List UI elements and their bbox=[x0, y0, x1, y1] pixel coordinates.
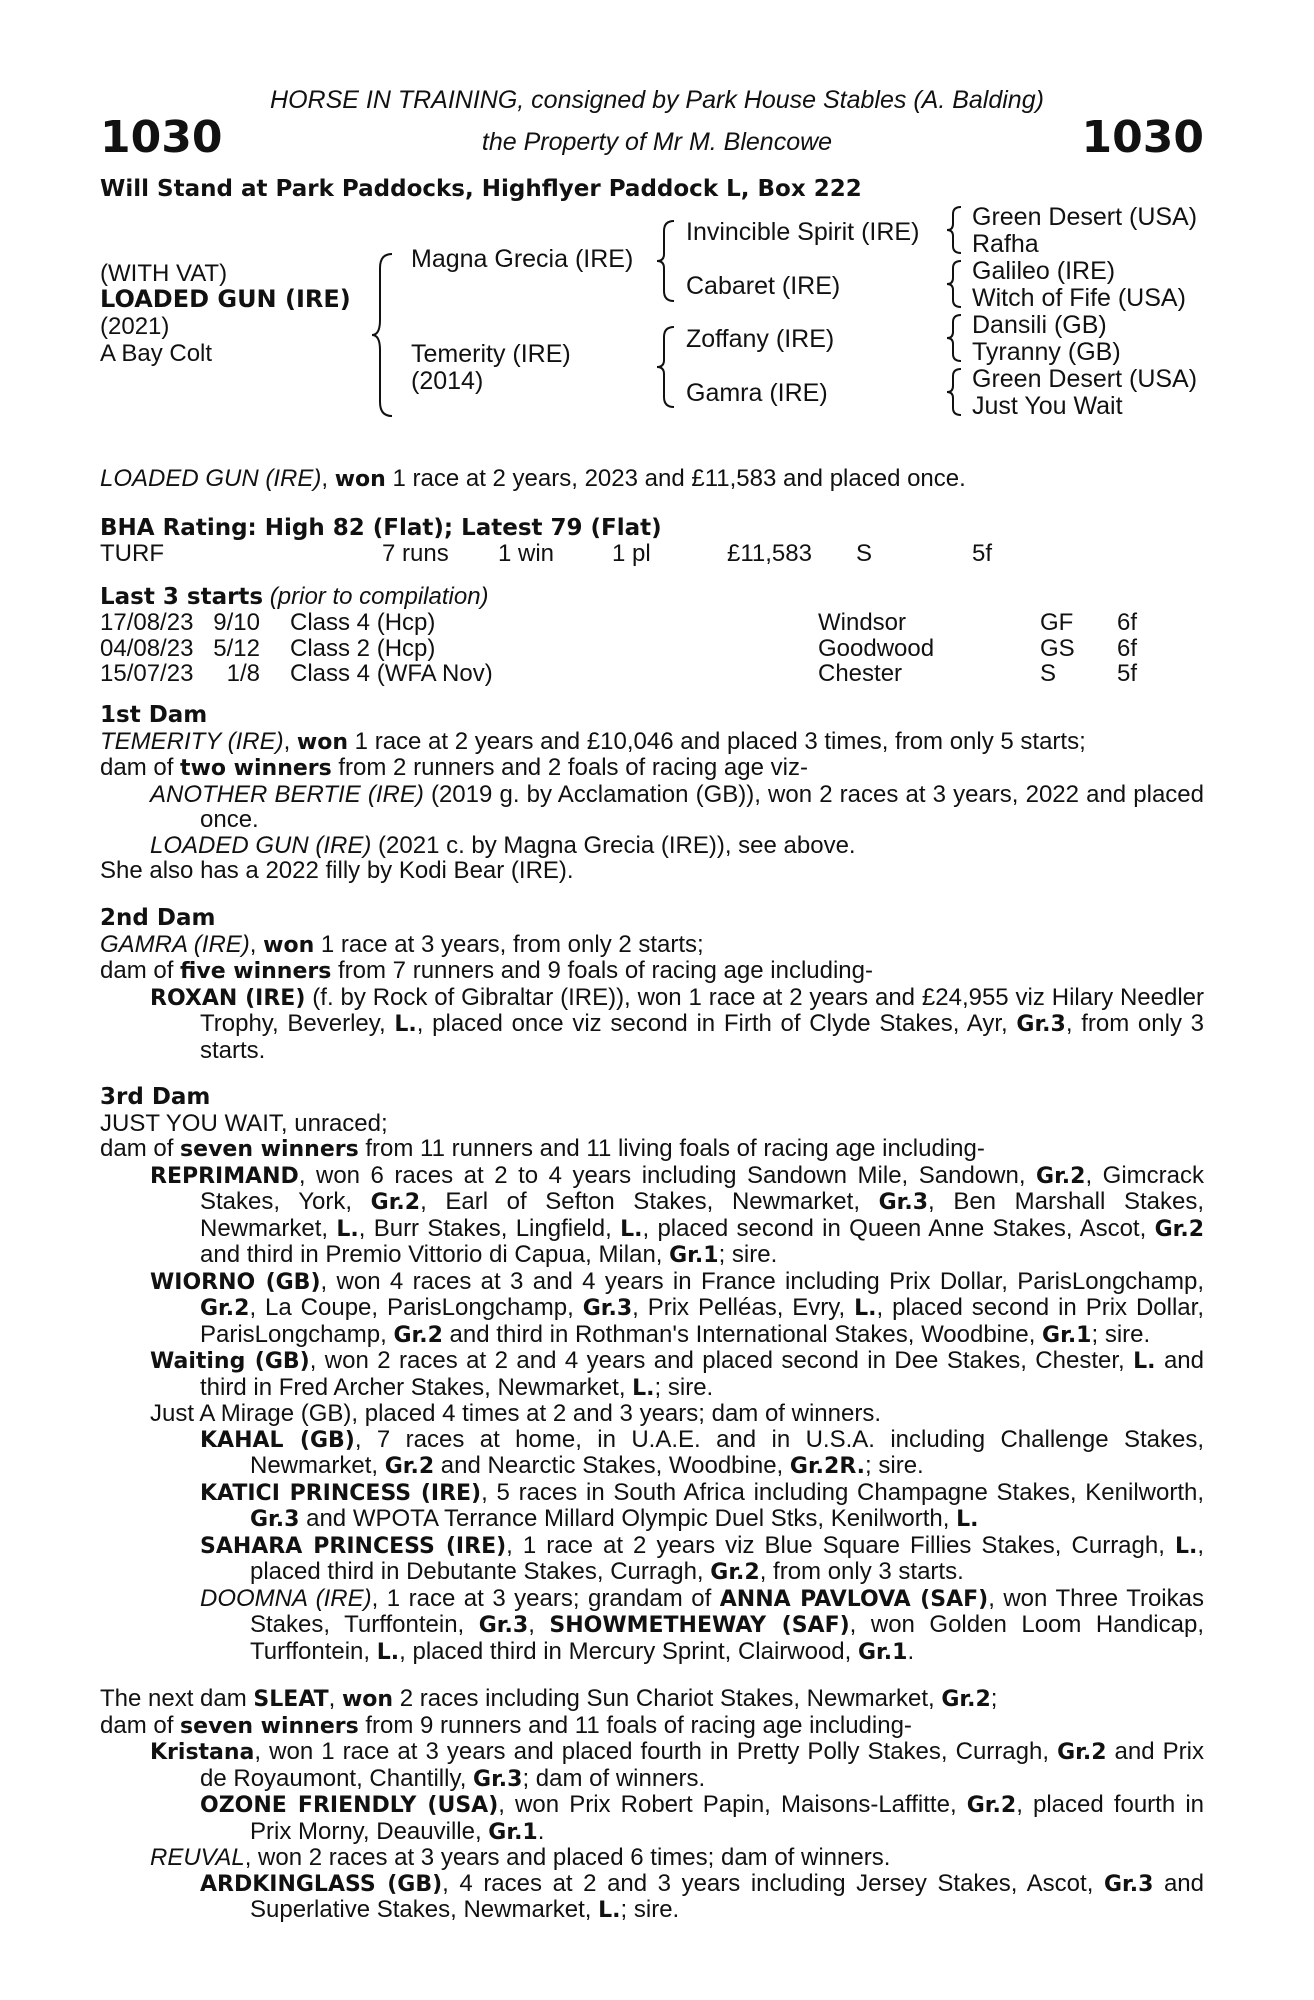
rating-title: BHA Rating: High 82 (Flat); Latest 79 (Flat) bbox=[100, 515, 662, 541]
pedigree-brace-g1 bbox=[944, 204, 966, 256]
ggs-1: Green Desert (USA) bbox=[972, 203, 1198, 231]
career-runs: 7 runs bbox=[382, 540, 449, 567]
last-start-course: Goodwood bbox=[818, 634, 935, 662]
last-start-date: 04/08/23 bbox=[100, 634, 194, 662]
career-surface: TURF bbox=[100, 540, 164, 567]
dam-dam-name: Gamra (IRE) bbox=[686, 379, 828, 407]
lot-number-right: 1030 bbox=[1081, 112, 1204, 163]
first-dam-line2: dam of two winners from 2 runners and 2 foals of racing age viz- bbox=[100, 754, 808, 781]
pedigree-brace-g4 bbox=[944, 366, 966, 418]
sire-name: Magna Grecia (IRE) bbox=[411, 245, 634, 273]
last-start-going: S bbox=[1040, 660, 1057, 687]
ggs-7: Green Desert (USA) bbox=[972, 365, 1198, 393]
third-dam-line2: dam of seven winners from 11 runners and 11 living foals of racing age including- bbox=[100, 1135, 985, 1162]
next-dam-section bbox=[100, 1686, 1204, 1924]
last-start-dist: 5f bbox=[1117, 660, 1138, 687]
progeny-waiting: Waiting (GB), won 2 races at 2 and 4 years and placed second in Dee Stakes, Chester, L. and third in Fred Archer Stakes, Newmarket, L.; sire. bbox=[150, 1347, 1204, 1401]
horse-name: LOADED GUN (IRE) bbox=[100, 285, 351, 313]
career-earnings: £11,583 bbox=[727, 540, 812, 567]
last-start-going: GF bbox=[1040, 609, 1074, 636]
race-summary: LOADED GUN (IRE), won 1 race at 2 years, 2023 and £11,583 and placed once. bbox=[100, 465, 966, 492]
sire-dam-name: Cabaret (IRE) bbox=[686, 272, 841, 300]
career-distance: 5f bbox=[972, 540, 993, 567]
last-start-course: Windsor bbox=[818, 609, 907, 636]
first-dam-section bbox=[100, 703, 1204, 884]
last-start-pos: 1/8 bbox=[226, 660, 260, 687]
location-line: Will Stand at Park Paddocks, Highflyer Paddock L, Box 222 bbox=[100, 176, 862, 202]
ggs-8: Just You Wait bbox=[972, 392, 1123, 420]
second-dam-progeny-1: ROXAN (IRE) (f. by Rock of Gibraltar (IRE)), won 1 race at 2 years and £24,955 viz Hilary Needler Trophy, Beverley, L., placed once viz second in Firth of Clyde Stakes, Ayr, Gr.3, from only 3 starts. bbox=[150, 983, 1205, 1064]
next-dam-line1: The next dam SLEAT, won 2 races including Sun Chariot Stakes, Newmarket, Gr.2; bbox=[100, 1685, 998, 1712]
dam-sire-name: Zoffany (IRE) bbox=[686, 325, 835, 353]
progeny-katici-princess: KATICI PRINCESS (IRE), 5 races in South Africa including Champagne Stakes, Kenilworth, Gr.3 and WPOTA Terrance Millard Olympic Duel Stks, Kenilworth, L. bbox=[200, 1478, 1205, 1532]
progeny-ozone-friendly: OZONE FRIENDLY (USA), won Prix Robert Papin, Maisons-Laffitte, Gr.2, placed fourth in Prix Morny, Deauville, Gr.1. bbox=[200, 1791, 1204, 1845]
progeny-reuval: REUVAL, won 2 races at 3 years and placed 6 times; dam of winners. bbox=[150, 1844, 891, 1871]
last-start-dist: 6f bbox=[1117, 634, 1138, 662]
progeny-kahal: KAHAL (GB), 7 races at home, in U.A.E. and in U.S.A. including Challenge Stakes, Newmarket, Gr.2 and Nearctic Stakes, Woodbine, Gr.2R.; sire. bbox=[200, 1425, 1204, 1479]
last-start-date: 15/07/23 bbox=[100, 660, 194, 687]
first-dam-line1: TEMERITY (IRE), won 1 race at 2 years and £10,046 and placed 3 times, from only 5 starts; bbox=[100, 727, 1086, 755]
career-placed: 1 pl bbox=[612, 540, 651, 567]
progeny-ardkinglass: ARDKINGLASS (GB), 4 races at 2 and 3 years including Jersey Stakes, Ascot, Gr.3 and Superlative Stakes, Newmarket, L.; sire. bbox=[200, 1869, 1204, 1923]
pedigree-brace-g2 bbox=[944, 258, 966, 310]
last-start-dist: 6f bbox=[1117, 609, 1138, 636]
first-dam-note: She also has a 2022 filly by Kodi Bear (IRE). bbox=[100, 857, 574, 884]
second-dam-title: 2nd Dam bbox=[100, 905, 216, 931]
second-dam-section bbox=[100, 906, 1204, 1063]
ggs-5: Dansili (GB) bbox=[972, 311, 1107, 339]
third-dam-line1: JUST YOU WAIT, unraced; bbox=[100, 1109, 388, 1137]
progeny-doomna: DOOMNA (IRE), 1 race at 3 years; grandam of ANNA PAVLOVA (SAF), won Three Troikas Stakes, Turffontein, Gr.3, SHOWMETHEWAY (SAF), won Golden Loom Handicap, Turffontein, L., placed third in Mercury Sprint, Clairwood, Gr.1. bbox=[200, 1584, 1204, 1665]
ggs-6: Tyranny (GB) bbox=[972, 338, 1121, 366]
last-start-class: Class 2 (Hcp) bbox=[290, 634, 436, 662]
pedigree-brace-sire bbox=[654, 218, 680, 304]
dam-year: (2014) bbox=[411, 367, 484, 395]
next-dam-line2: dam of seven winners from 9 runners and 11 foals of racing age including- bbox=[100, 1711, 912, 1739]
ggs-4: Witch of Fife (USA) bbox=[972, 284, 1186, 312]
ggs-2: Rafha bbox=[972, 230, 1039, 258]
first-dam-progeny-1: ANOTHER BERTIE (IRE) (2019 g. by Acclamation (GB)), won 2 races at 3 years, 2022 and placed once. bbox=[150, 780, 1204, 833]
pedigree-brace-g3 bbox=[944, 312, 966, 364]
lot-number-left: 1030 bbox=[100, 112, 223, 163]
progeny-reprimand: REPRIMAND, won 6 races at 2 to 4 years including Sandown Mile, Sandown, Gr.2, Gimcrack Stakes, York, Gr.2, Earl of Sefton Stakes, Newmarket, Gr.3, Ben Marshall Stakes, Newmarket, L., Burr Stakes, Lingfield, L., placed second in Queen Anne Stakes, Ascot, Gr.2 and third in Premio Vittorio di Capua, Milan, Gr.1; sire. bbox=[150, 1161, 1204, 1268]
consignor-line: HORSE IN TRAINING, consigned by Park House Stables (A. Balding) bbox=[270, 86, 1044, 114]
first-dam-progeny-2: LOADED GUN (IRE) (2021 c. by Magna Grecia (IRE)), see above. bbox=[150, 831, 856, 859]
last-starts-title: Last 3 starts (prior to compilation) bbox=[100, 583, 489, 610]
career-going: S bbox=[856, 540, 873, 567]
third-dam-section bbox=[100, 1085, 1204, 1665]
last-start-course: Chester bbox=[818, 660, 903, 687]
ggs-3: Galileo (IRE) bbox=[972, 257, 1116, 285]
second-dam-line2: dam of five winners from 7 runners and 9 foals of racing age including- bbox=[100, 957, 873, 984]
dam-name: Temerity (IRE) bbox=[411, 340, 571, 368]
first-dam-title: 1st Dam bbox=[100, 702, 208, 728]
second-dam-line1: GAMRA (IRE), won 1 race at 3 years, from only 2 starts; bbox=[100, 930, 704, 958]
property-line: the Property of Mr M. Blencowe bbox=[481, 128, 833, 156]
horse-year: (2021) bbox=[100, 313, 170, 340]
last-start-class: Class 4 (Hcp) bbox=[290, 609, 436, 636]
last-start-pos: 5/12 bbox=[213, 634, 260, 662]
pedigree-brace-dam bbox=[654, 324, 680, 410]
progeny-wiorno: WIORNO (GB), won 4 races at 3 and 4 years in France including Prix Dollar, ParisLongchamp, Gr.2, La Coupe, ParisLongchamp, Gr.3, Prix Pelléas, Evry, L., placed second in Prix Dollar, ParisLongchamp, Gr.2 and third in Rothman's International Stakes, Woodbine, Gr.1; sire. bbox=[150, 1267, 1204, 1348]
third-dam-title: 3rd Dam bbox=[100, 1084, 211, 1110]
sire-sire-name: Invincible Spirit (IRE) bbox=[686, 218, 920, 246]
last-start-pos: 9/10 bbox=[213, 609, 260, 636]
pedigree-brace-main bbox=[370, 250, 400, 420]
career-wins: 1 win bbox=[498, 540, 555, 567]
horse-description: A Bay Colt bbox=[100, 340, 213, 367]
vat-label: (WITH VAT) bbox=[100, 260, 228, 287]
last-start-class: Class 4 (WFA Nov) bbox=[290, 660, 493, 687]
progeny-just-a-mirage: Just A Mirage (GB), placed 4 times at 2 and 3 years; dam of winners. bbox=[150, 1400, 882, 1427]
progeny-sahara-princess: SAHARA PRINCESS (IRE), 1 race at 2 years viz Blue Square Fillies Stakes, Curragh, L., placed third in Debutante Stakes, Curragh, Gr.2, from only 3 starts. bbox=[200, 1531, 1204, 1585]
last-start-date: 17/08/23 bbox=[100, 609, 194, 636]
last-start-going: GS bbox=[1040, 634, 1075, 662]
progeny-kristana: Kristana, won 1 race at 3 years and placed fourth in Pretty Polly Stakes, Curragh, Gr.2 and Prix de Royaumont, Chantilly, Gr.3; dam of winners. bbox=[150, 1738, 1204, 1792]
